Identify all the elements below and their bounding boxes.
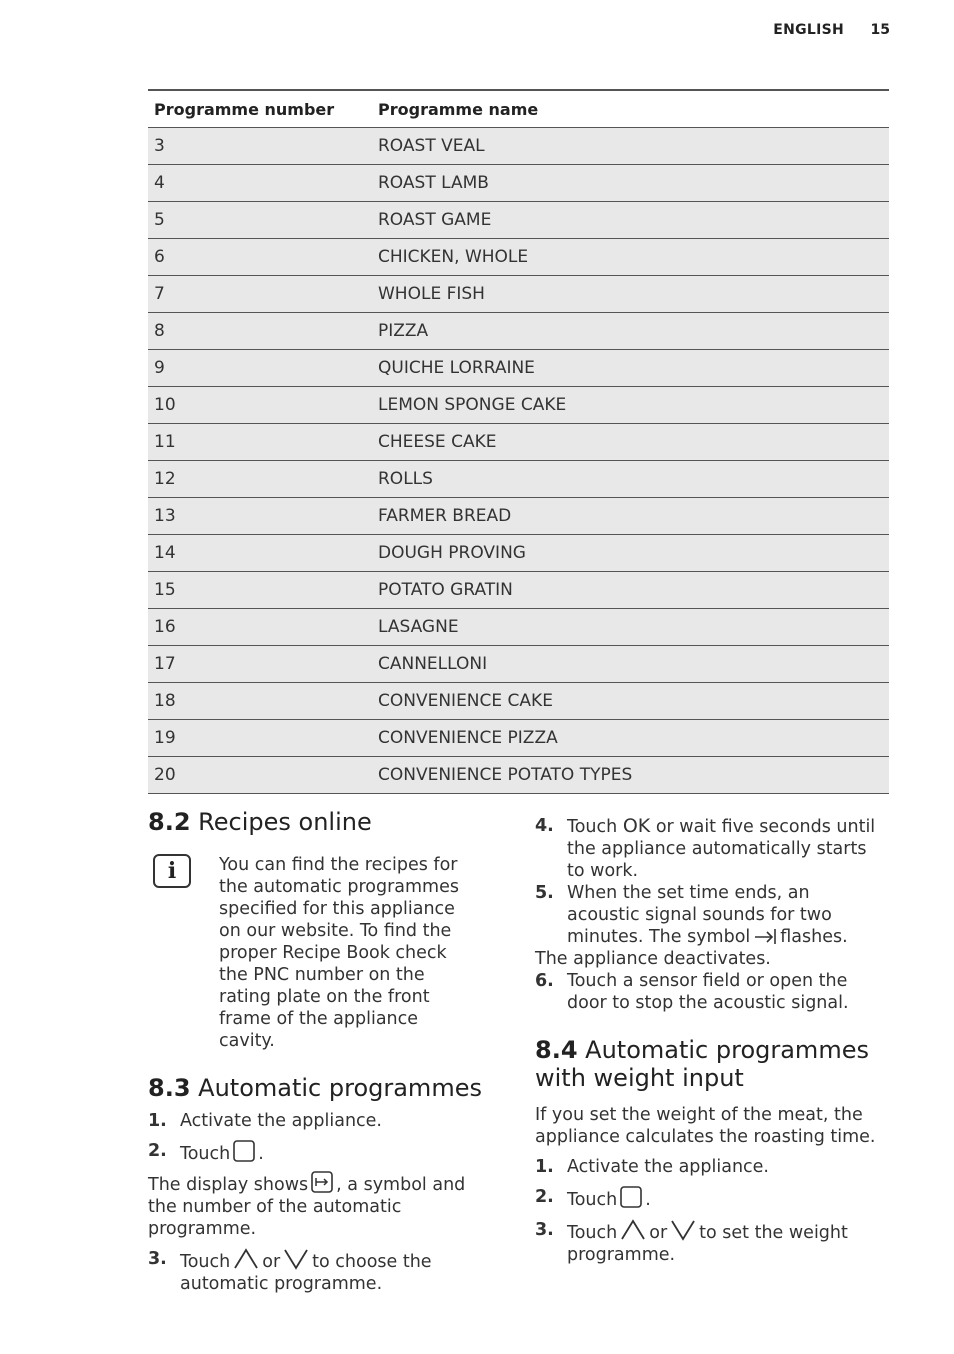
- table-row: [148, 757, 889, 794]
- list-item: 2. Touch .: [148, 1141, 264, 1164]
- square-button-icon: [620, 1186, 642, 1208]
- programme-name-cell: CONVENIENCE PIZZA: [372, 720, 889, 757]
- list-item: 4. Touch OK or wait five seconds until the appliance automatically starts to work.: [535, 815, 876, 881]
- programme-name-cell: CONVENIENCE POTATO TYPES: [372, 757, 889, 794]
- programme-number-cell: 16: [148, 609, 372, 646]
- programme-number-cell: 9: [148, 350, 372, 387]
- weight-steps: [535, 1156, 887, 1266]
- table-row: [148, 313, 889, 350]
- programme-name-cell: LASAGNE: [372, 609, 889, 646]
- auto-steps-b: [148, 1248, 498, 1295]
- table-row: [148, 683, 889, 720]
- table-body: [148, 128, 889, 794]
- table-row: [148, 498, 889, 535]
- auto-steps-d: [535, 970, 887, 1014]
- info-box: [148, 854, 498, 1052]
- list-item: 5. When the set time ends, an acoustic signal sounds for two minutes. The symbol flashes.: [535, 883, 848, 947]
- programme-name-cell: ROLLS: [372, 461, 889, 498]
- programme-name-cell: LEMON SPONGE CAKE: [372, 387, 889, 424]
- programme-name-cell: CHICKEN, WHOLE: [372, 239, 889, 276]
- language-label: ENGLISH: [773, 22, 845, 38]
- programme-number-cell: 19: [148, 720, 372, 757]
- list-item: 1. Activate the appliance.: [535, 1157, 769, 1177]
- table-row: [148, 387, 889, 424]
- chevron-down-icon: [670, 1219, 696, 1241]
- programme-number-cell: 6: [148, 239, 372, 276]
- programme-number-cell: 4: [148, 165, 372, 202]
- table-row: [148, 350, 889, 387]
- table-row: [148, 535, 889, 572]
- programme-number-cell: 5: [148, 202, 372, 239]
- table-row: [148, 202, 889, 239]
- chevron-up-icon: [233, 1248, 259, 1270]
- programme-number-cell: 12: [148, 461, 372, 498]
- programme-number-cell: 17: [148, 646, 372, 683]
- programme-number-cell: 11: [148, 424, 372, 461]
- programme-name-cell: CANNELLONI: [372, 646, 889, 683]
- table-row: [148, 424, 889, 461]
- auto-steps-c: [535, 815, 887, 948]
- page-number: 15: [870, 22, 890, 38]
- programme-number-cell: 20: [148, 757, 372, 794]
- end-of-time-icon: [753, 927, 777, 945]
- programme-display-icon: [311, 1171, 333, 1193]
- programme-name-cell: DOUGH PROVING: [372, 535, 889, 572]
- display-paragraph: The display shows , a symbol and the number of the automatic programme.: [148, 1171, 498, 1240]
- table-row: [148, 239, 889, 276]
- programme-name-cell: POTATO GRATIN: [372, 572, 889, 609]
- programme-table: [148, 89, 889, 794]
- table-row: [148, 276, 889, 313]
- chevron-up-icon: [620, 1219, 646, 1241]
- weight-intro: If you set the weight of the meat, the appliance calculates the roasting time.: [535, 1105, 876, 1147]
- programme-name-cell: CHEESE CAKE: [372, 424, 889, 461]
- programme-name-cell: WHOLE FISH: [372, 276, 889, 313]
- table-row: [148, 128, 889, 165]
- programme-number-cell: 8: [148, 313, 372, 350]
- programme-number-cell: 14: [148, 535, 372, 572]
- header-programme-number: Programme number: [148, 90, 372, 128]
- ok-button-icon: OK: [622, 815, 651, 837]
- left-column: [148, 808, 498, 1295]
- programme-number-cell: 3: [148, 128, 372, 165]
- info-text: You can find the recipes for the automatic programmes specified for this appliance on our website. To find the proper Recipe Book check the PNC number on the rating plate on the front frame of the appliance cavity.: [219, 855, 459, 1051]
- list-item: 3. Touch or to choose the automatic programme.: [148, 1249, 432, 1294]
- right-column: [535, 815, 887, 1266]
- section-automatic-programmes-heading: 8.3 Automatic programmes: [148, 1074, 482, 1102]
- table-row: [148, 461, 889, 498]
- section-weight-input-heading: 8.4 Automatic programmes with weight input: [535, 1036, 869, 1092]
- list-item: 1. Activate the appliance.: [148, 1111, 382, 1131]
- square-button-icon: [233, 1140, 255, 1162]
- chevron-down-icon: [283, 1248, 309, 1270]
- programme-name-cell: QUICHE LORRAINE: [372, 350, 889, 387]
- page-header: [773, 22, 890, 38]
- table-row: [148, 572, 889, 609]
- programme-number-cell: 15: [148, 572, 372, 609]
- table-row: [148, 165, 889, 202]
- programme-name-cell: ROAST LAMB: [372, 165, 889, 202]
- header-programme-name: Programme name: [372, 90, 889, 128]
- list-item: 3. Touch or to set the weight programme.: [535, 1220, 848, 1265]
- list-item: 2. Touch .: [535, 1187, 651, 1210]
- programme-number-cell: 10: [148, 387, 372, 424]
- table-row: [148, 609, 889, 646]
- programme-name-cell: FARMER BREAD: [372, 498, 889, 535]
- programme-number-cell: 7: [148, 276, 372, 313]
- section-recipes-online-heading: 8.2 Recipes online: [148, 808, 372, 836]
- programme-name-cell: PIZZA: [372, 313, 889, 350]
- table-row: [148, 720, 889, 757]
- info-icon: i: [153, 854, 191, 888]
- programme-name-cell: ROAST VEAL: [372, 128, 889, 165]
- table-row: [148, 646, 889, 683]
- auto-steps-a: [148, 1110, 498, 1165]
- programme-name-cell: ROAST GAME: [372, 202, 889, 239]
- deactivates-paragraph: The appliance deactivates.: [535, 949, 771, 969]
- list-item: 6. Touch a sensor field or open the door to stop the acoustic signal.: [535, 971, 849, 1013]
- programme-number-cell: 18: [148, 683, 372, 720]
- programme-number-cell: 13: [148, 498, 372, 535]
- programme-name-cell: CONVENIENCE CAKE: [372, 683, 889, 720]
- table-header-row: [148, 90, 889, 128]
